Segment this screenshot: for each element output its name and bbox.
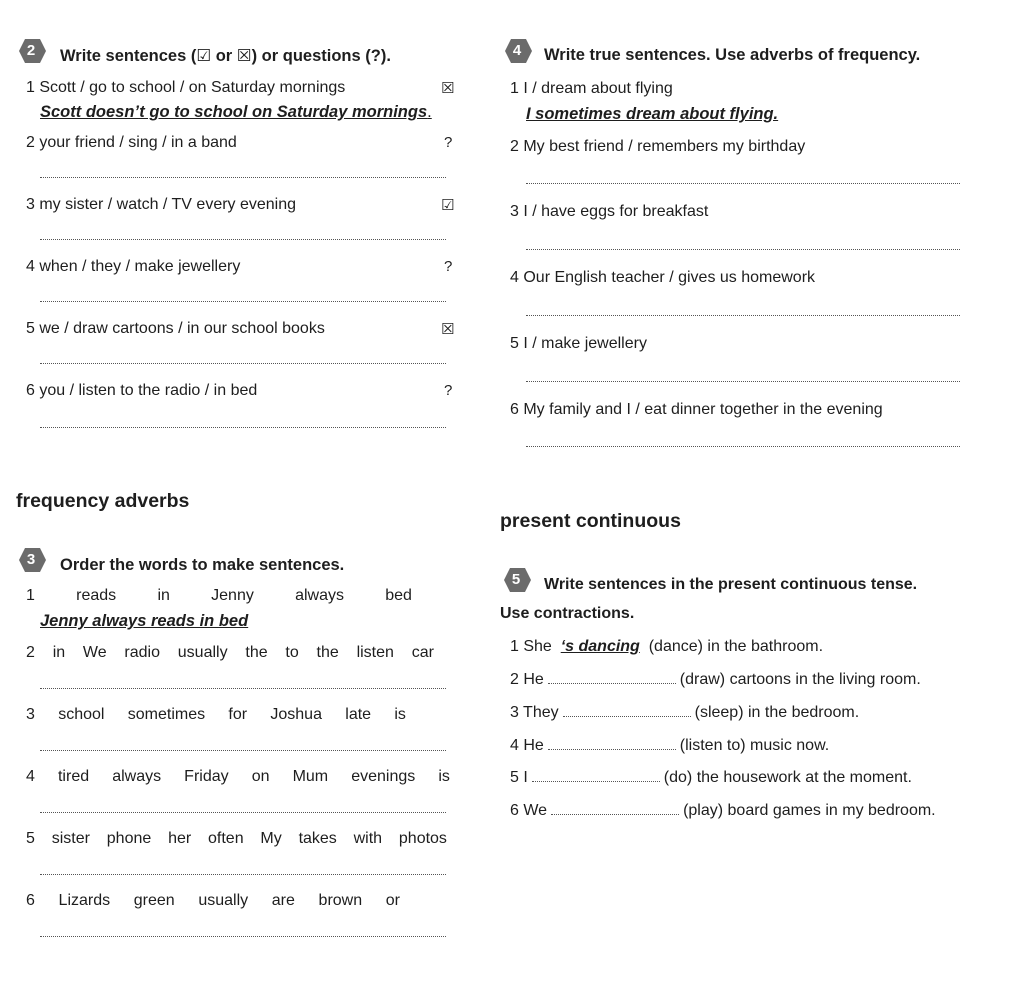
ex2-item-2: 2 your friend / sing / in a band bbox=[26, 134, 237, 151]
section-heading-present-continuous: present continuous bbox=[500, 510, 681, 532]
row-number: 4 bbox=[26, 768, 35, 785]
word: or bbox=[385, 892, 400, 909]
word: Mum bbox=[292, 768, 329, 785]
section-heading-frequency-adverbs: frequency adverbs bbox=[16, 490, 190, 512]
ex4-item-3: 3 I / have eggs for breakfast bbox=[510, 203, 709, 220]
row-number: 6 bbox=[26, 892, 35, 909]
ex5-item-2: 2 He (draw) cartoons in the living room. bbox=[510, 671, 921, 688]
ex3-answer-line-5[interactable] bbox=[40, 874, 446, 875]
exercise-4-instruction: Write true sentences. Use adverbs of frequency. bbox=[544, 46, 921, 64]
row-number: 2 bbox=[26, 644, 35, 661]
word: green bbox=[133, 892, 175, 909]
ex4-item-2: 2 My best friend / remembers my birthday bbox=[510, 138, 806, 155]
ex5-item-6: 6 We (play) board games in my bedroom. bbox=[510, 802, 936, 819]
word: We bbox=[82, 644, 107, 661]
ex2-mark-4: ? bbox=[444, 258, 453, 275]
exercise-5-instruction-line1: Write sentences in the present continuous tense. bbox=[544, 576, 918, 593]
ex2-answer-line-3[interactable] bbox=[40, 239, 446, 240]
ex5-item-4: 4 He (listen to) music now. bbox=[510, 737, 830, 754]
ex3-answer-line-6[interactable] bbox=[40, 936, 446, 937]
word: her bbox=[168, 830, 192, 847]
word: always bbox=[112, 768, 162, 785]
word: the bbox=[316, 644, 339, 661]
ex3-answer-line-3[interactable] bbox=[40, 750, 446, 751]
row-number: 5 bbox=[26, 830, 35, 847]
exercise-2-badge: 2 bbox=[17, 38, 47, 64]
ex5-example-answer: ‘s dancing bbox=[560, 638, 640, 655]
word: My bbox=[260, 830, 282, 847]
word: in bbox=[157, 587, 170, 604]
word: Friday bbox=[184, 768, 229, 785]
ex3-row-6 bbox=[26, 892, 400, 910]
ex5-blank-6[interactable] bbox=[551, 810, 679, 815]
word: always bbox=[295, 587, 344, 604]
word: reads bbox=[76, 587, 117, 604]
word: car bbox=[411, 644, 434, 661]
word: evenings bbox=[351, 768, 416, 785]
word: the bbox=[245, 644, 268, 661]
word: brown bbox=[318, 892, 363, 909]
ex5-blank-5[interactable] bbox=[532, 777, 660, 782]
word: Lizards bbox=[58, 892, 111, 909]
word: radio bbox=[124, 644, 160, 661]
word: bed bbox=[385, 587, 412, 604]
ex3-answer-line-2[interactable] bbox=[40, 688, 446, 689]
exercise-2-instruction: Write sentences (☑ or ☒) or questions (?). bbox=[60, 47, 391, 65]
ex2-answer-line-6[interactable] bbox=[40, 427, 446, 428]
word: late bbox=[345, 706, 372, 723]
exercise-4-badge: 4 bbox=[503, 38, 533, 64]
ex3-row-5 bbox=[26, 830, 447, 848]
ex4-answer-line-3[interactable] bbox=[526, 249, 960, 250]
ex3-row-4 bbox=[26, 768, 450, 786]
ex2-item-6: 6 you / listen to the radio / in bed bbox=[26, 382, 258, 399]
ex2-mark-5: ☒ bbox=[441, 321, 455, 338]
ex2-example-answer: Scott doesn’t go to school on Saturday mornings. bbox=[40, 103, 432, 121]
word: often bbox=[208, 830, 244, 847]
ex2-mark-2: ? bbox=[444, 134, 453, 151]
word: usually bbox=[198, 892, 249, 909]
ex4-item-5: 5 I / make jewellery bbox=[510, 335, 647, 352]
ex5-item-3: 3 They (sleep) in the bedroom. bbox=[510, 704, 860, 721]
ex4-item-6: 6 My family and I / eat dinner together in the evening bbox=[510, 401, 883, 418]
ex3-example-answer: Jenny always reads in bed bbox=[40, 612, 249, 630]
ex2-mark-6: ? bbox=[444, 382, 453, 399]
ex2-item-1: 1 Scott / go to school / on Saturday mornings bbox=[26, 79, 346, 96]
word: takes bbox=[298, 830, 337, 847]
word: on bbox=[251, 768, 270, 785]
word: is bbox=[394, 706, 406, 723]
word: tired bbox=[57, 768, 90, 785]
ex5-blank-4[interactable] bbox=[548, 745, 676, 750]
ex5-item-1: 1 She ‘s dancing (dance) in the bathroom. bbox=[510, 638, 824, 655]
ex4-answer-line-2[interactable] bbox=[526, 183, 960, 184]
row-number: 3 bbox=[26, 706, 35, 723]
ex2-mark-3: ☑ bbox=[441, 197, 455, 214]
exercise-3-badge: 3 bbox=[17, 547, 47, 573]
ex3-answer-line-4[interactable] bbox=[40, 812, 446, 813]
ex3-row-1 bbox=[26, 587, 412, 605]
word: to bbox=[285, 644, 299, 661]
ex2-answer-line-2[interactable] bbox=[40, 177, 446, 178]
word: sometimes bbox=[127, 706, 206, 723]
word: photos bbox=[398, 830, 447, 847]
ex4-example-answer: I sometimes dream about flying. bbox=[526, 105, 779, 123]
word: school bbox=[58, 706, 105, 723]
exercise-3-instruction: Order the words to make sentences. bbox=[60, 556, 345, 574]
word: usually bbox=[177, 644, 228, 661]
ex2-mark-1: ☒ bbox=[441, 80, 455, 97]
ex2-item-4: 4 when / they / make jewellery bbox=[26, 258, 241, 275]
word: sister bbox=[51, 830, 90, 847]
word: for bbox=[228, 706, 248, 723]
ex2-answer-line-4[interactable] bbox=[40, 301, 446, 302]
word: in bbox=[52, 644, 66, 661]
word: listen bbox=[356, 644, 394, 661]
word: are bbox=[271, 892, 295, 909]
exercise-5-badge: 5 bbox=[502, 567, 532, 593]
ex2-item-5: 5 we / draw cartoons / in our school books bbox=[26, 320, 325, 337]
ex5-blank-2[interactable] bbox=[548, 679, 676, 684]
ex3-row-2 bbox=[26, 644, 434, 662]
ex3-row-3 bbox=[26, 706, 406, 724]
ex4-answer-line-6[interactable] bbox=[526, 446, 960, 447]
word: is bbox=[438, 768, 450, 785]
word: phone bbox=[106, 830, 152, 847]
ex4-answer-line-4[interactable] bbox=[526, 315, 960, 316]
word: Jenny bbox=[211, 587, 254, 604]
ex5-item-5: 5 I (do) the housework at the moment. bbox=[510, 769, 912, 786]
exercise-5-instruction-line2: Use contractions. bbox=[500, 605, 635, 622]
ex4-item-1: 1 I / dream about flying bbox=[510, 80, 673, 97]
ex2-item-3: 3 my sister / watch / TV every evening bbox=[26, 196, 297, 213]
ex4-item-4: 4 Our English teacher / gives us homework bbox=[510, 269, 816, 286]
ex2-answer-line-5[interactable] bbox=[40, 363, 446, 364]
ex4-answer-line-5[interactable] bbox=[526, 381, 960, 382]
row-number: 1 bbox=[26, 587, 35, 604]
ex5-blank-3[interactable] bbox=[563, 712, 691, 717]
word: with bbox=[353, 830, 383, 847]
word: Joshua bbox=[270, 706, 322, 723]
